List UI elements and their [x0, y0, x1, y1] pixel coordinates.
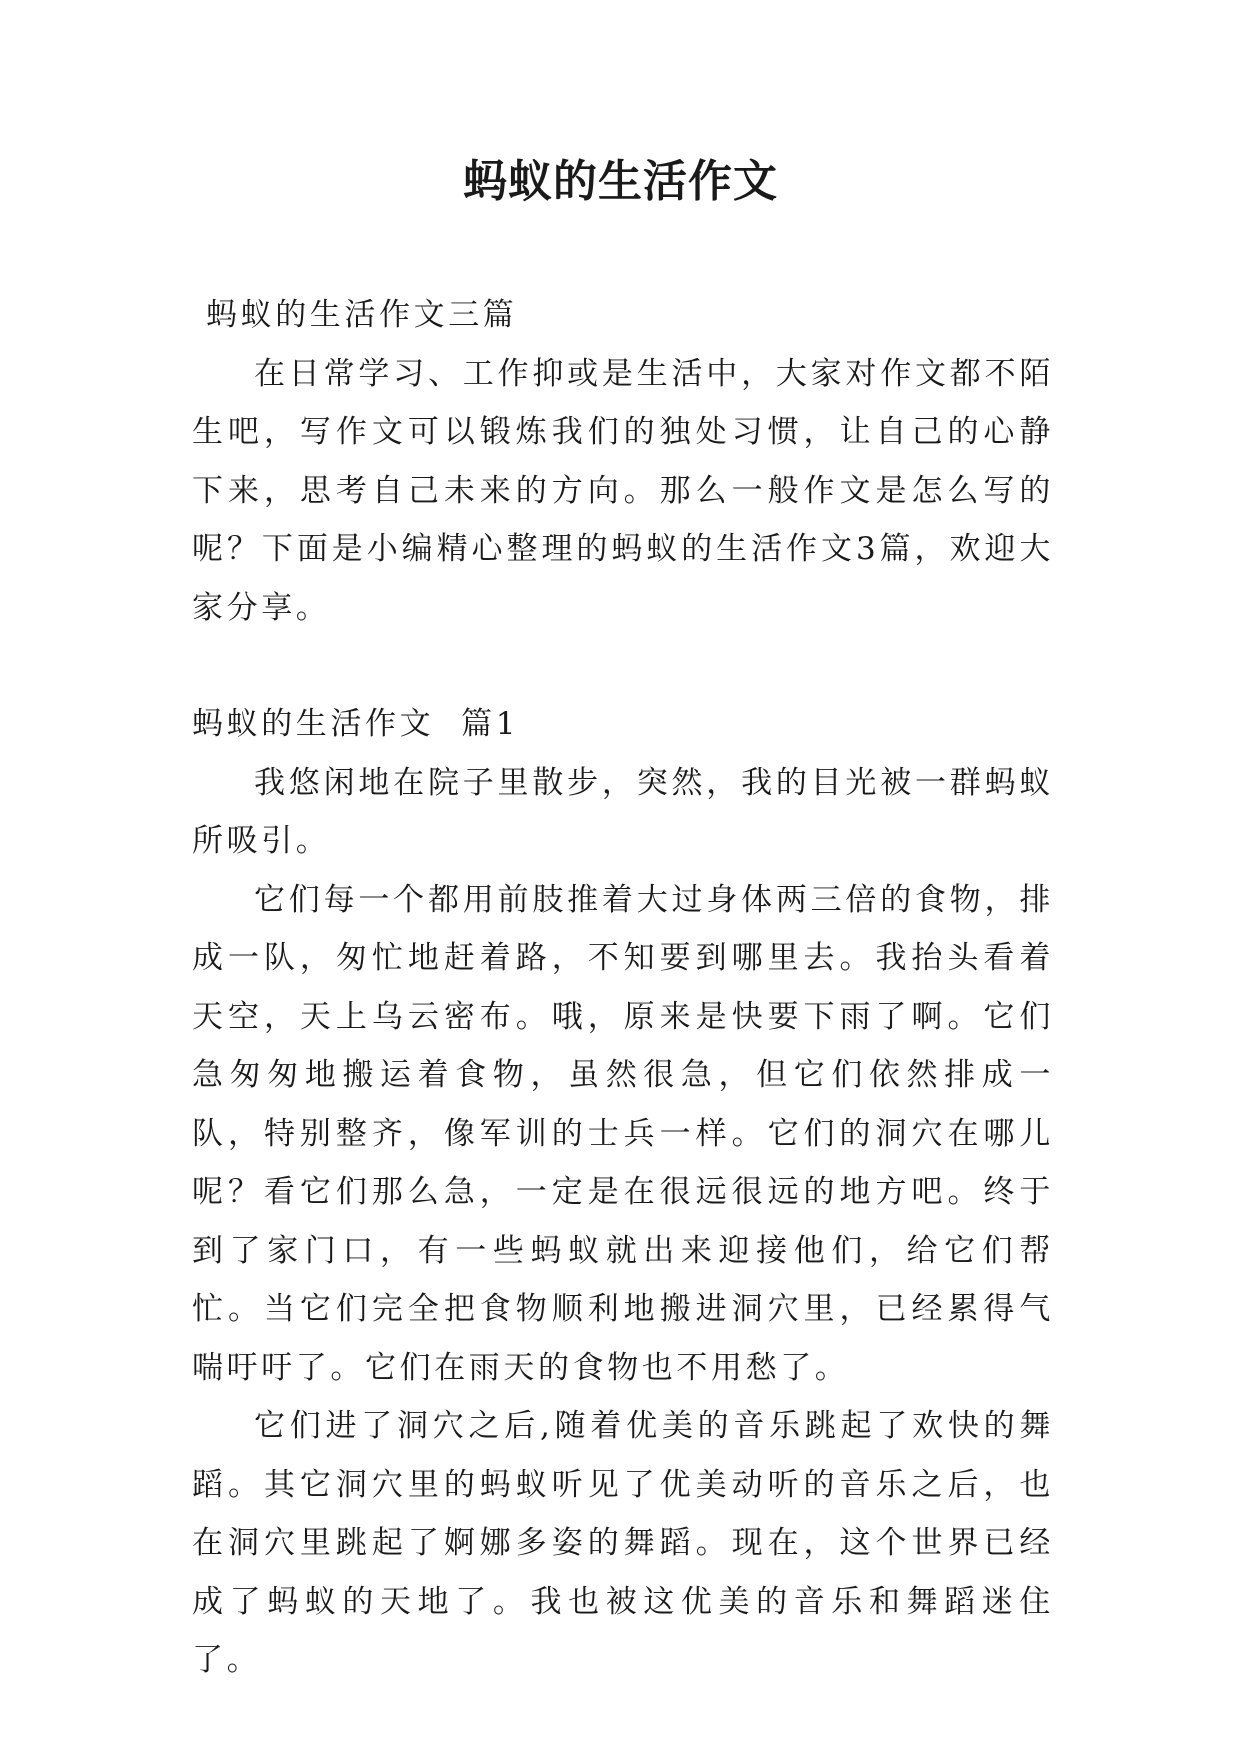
intro-paragraph: 在日常学习、工作抑或是生活中，大家对作文都不陌生吧，写作文可以锻炼我们的独处习惯，让自己的心静下来，思考自己未来的方向。那么一般作文是怎么写的呢？下面是小编精心整理的蚂蚁的生活作文3篇，欢迎大家分享。 — [192, 355, 1054, 626]
document-subtitle: 蚂蚁的生活作文三篇 — [206, 297, 518, 333]
section-heading: 蚂蚁的生活作文 篇1 — [192, 706, 520, 742]
document-title: 蚂蚁的生活作文 — [463, 156, 778, 207]
body-paragraph: 它们进了洞穴之后,随着优美的音乐跳起了欢快的舞蹈。其它洞穴里的蚂蚁听见了优美动听的音乐之后，也在洞穴里跳起了婀娜多姿的舞蹈。现在，这个世界已经成了蚂蚁的天地了。我也被这优美的音乐和舞蹈迷住了。 — [192, 1408, 1054, 1678]
body-paragraph: 我悠闲地在院子里散步，突然，我的目光被一群蚂蚁所吸引。 — [192, 764, 1054, 859]
body-paragraph: 它们每一个都用前肢推着大过身体两三倍的食物，排成一队，匆忙地赶着路，不知要到哪里去。我抬头看着天空，天上乌云密布。哦，原来是快要下雨了啊。它们急匆匆地搬运着食物，虽然很急，但它们依然排成一队，特别整齐，像军训的士兵一样。它们的洞穴在哪儿呢？看它们那么急，一定是在很远很远的地方吧。终于到了家门口，有一些蚂蚁就出来迎接他们，给它们帮忙。当它们完全把食物顺利地搬进洞穴里，已经累得气喘吁吁了。它们在雨天的食物也不用愁了。 — [192, 881, 1054, 1386]
section-spacer — [192, 637, 1054, 695]
document-body — [192, 286, 1054, 1690]
